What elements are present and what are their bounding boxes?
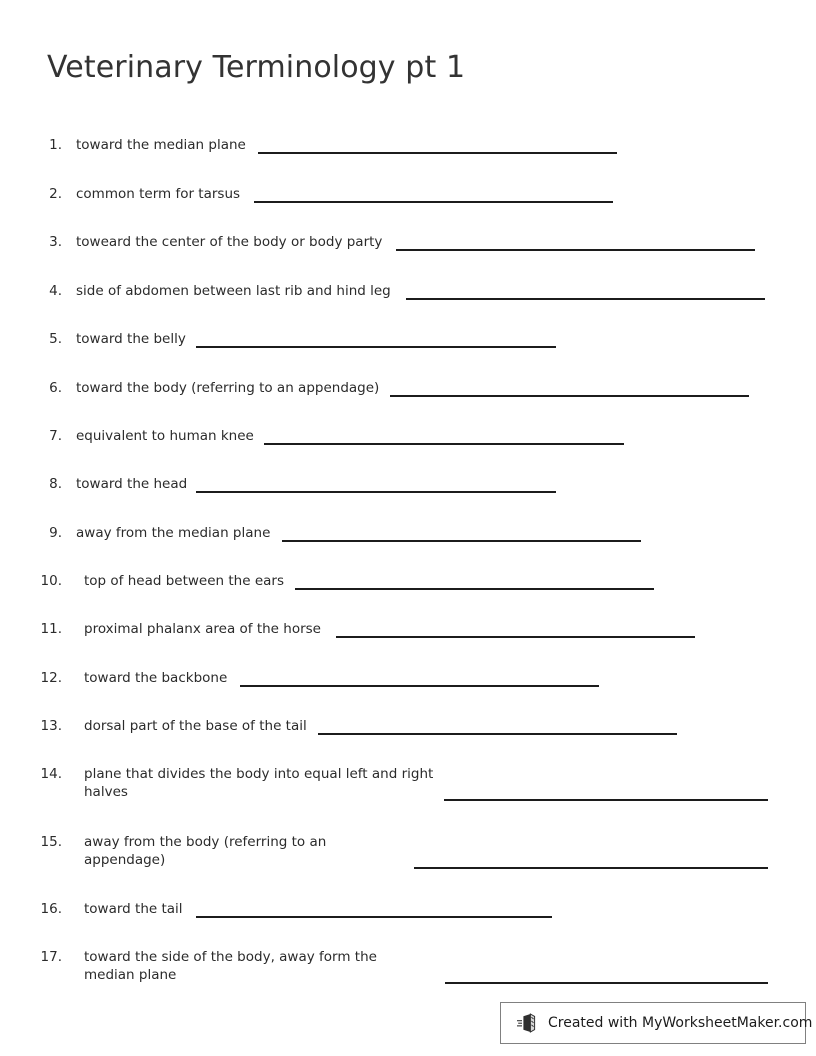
question-number: 14. bbox=[40, 766, 62, 782]
answer-blank-line[interactable] bbox=[295, 588, 654, 590]
answer-blank-line[interactable] bbox=[414, 867, 768, 869]
question-text-line: median plane bbox=[84, 967, 177, 983]
question-number: 9. bbox=[49, 525, 62, 541]
question-text-line: top of head between the ears bbox=[84, 573, 284, 589]
myworksheetmaker-logo-icon bbox=[517, 1012, 539, 1034]
question-text-line: appendage) bbox=[84, 852, 166, 868]
question-number: 6. bbox=[49, 380, 62, 396]
question-number: 7. bbox=[49, 428, 62, 444]
answer-blank-line[interactable] bbox=[196, 346, 556, 348]
question-body bbox=[84, 620, 321, 638]
question-number: 15. bbox=[40, 834, 62, 850]
answer-blank-line[interactable] bbox=[336, 636, 695, 638]
answer-blank-line[interactable] bbox=[444, 799, 768, 801]
answer-blank-line[interactable] bbox=[390, 395, 749, 397]
question-body bbox=[76, 233, 382, 251]
question-number: 10. bbox=[40, 573, 62, 589]
answer-blank-line[interactable] bbox=[258, 152, 617, 154]
question-text-line: toward the backbone bbox=[84, 670, 228, 686]
question-body bbox=[84, 833, 326, 869]
question-text-line: common term for tarsus bbox=[76, 186, 241, 202]
question-number: 16. bbox=[40, 901, 62, 917]
question-text-line: toward the belly bbox=[76, 331, 186, 347]
question-number: 2. bbox=[49, 186, 62, 202]
question-body bbox=[76, 136, 246, 154]
answer-blank-line[interactable] bbox=[254, 201, 613, 203]
answer-blank-line[interactable] bbox=[406, 298, 765, 300]
question-number: 11. bbox=[40, 621, 62, 637]
answer-blank-line[interactable] bbox=[318, 733, 677, 735]
question-text-line: halves bbox=[84, 784, 128, 800]
question-text-line: toward the median plane bbox=[76, 137, 246, 153]
question-body bbox=[84, 572, 284, 590]
answer-blank-line[interactable] bbox=[445, 982, 768, 984]
question-text-line: proximal phalanx area of the horse bbox=[84, 621, 321, 637]
question-text-line: side of abdomen between last rib and hind leg bbox=[76, 283, 391, 299]
answer-blank-line[interactable] bbox=[282, 540, 641, 542]
question-body bbox=[76, 524, 270, 542]
question-body bbox=[84, 900, 183, 918]
answer-blank-line[interactable] bbox=[240, 685, 599, 687]
question-body bbox=[84, 948, 377, 984]
question-body bbox=[84, 669, 227, 687]
question-text-line: toward the body (referring to an appendage) bbox=[76, 380, 380, 396]
question-body bbox=[84, 717, 307, 735]
question-text-line: toward the head bbox=[76, 476, 188, 492]
question-body bbox=[76, 330, 186, 348]
question-body bbox=[84, 765, 433, 801]
question-body bbox=[76, 427, 254, 445]
question-text-line: away from the median plane bbox=[76, 525, 271, 541]
question-number: 8. bbox=[49, 476, 62, 492]
question-number: 12. bbox=[40, 670, 62, 686]
question-number: 1. bbox=[49, 137, 62, 153]
footer-attribution-badge bbox=[500, 1002, 813, 1044]
question-text-line: away from the body (referring to an bbox=[84, 834, 327, 850]
question-body bbox=[76, 185, 240, 203]
answer-blank-line[interactable] bbox=[196, 491, 556, 493]
question-body bbox=[76, 282, 391, 300]
question-number: 13. bbox=[40, 718, 62, 734]
question-body bbox=[76, 475, 187, 493]
answer-blank-line[interactable] bbox=[396, 249, 755, 251]
answer-blank-line[interactable] bbox=[196, 916, 552, 918]
page-title: Veterinary Terminology pt 1 bbox=[47, 50, 466, 85]
question-text-line: toward the tail bbox=[84, 901, 183, 917]
question-text-line: equivalent to human knee bbox=[76, 428, 254, 444]
question-number: 3. bbox=[49, 234, 62, 250]
question-body bbox=[76, 379, 379, 397]
question-number: 5. bbox=[49, 331, 62, 347]
answer-blank-line[interactable] bbox=[264, 443, 624, 445]
footer-attribution-text: Created with MyWorksheetMaker.com bbox=[548, 1015, 813, 1031]
question-number: 4. bbox=[49, 283, 62, 299]
question-text-line: plane that divides the body into equal left and right bbox=[84, 766, 434, 782]
question-text-line: dorsal part of the base of the tail bbox=[84, 718, 307, 734]
question-text-line: toward the side of the body, away form the bbox=[84, 949, 377, 965]
question-number: 17. bbox=[40, 949, 62, 965]
question-text-line: toweard the center of the body or body party bbox=[76, 234, 383, 250]
